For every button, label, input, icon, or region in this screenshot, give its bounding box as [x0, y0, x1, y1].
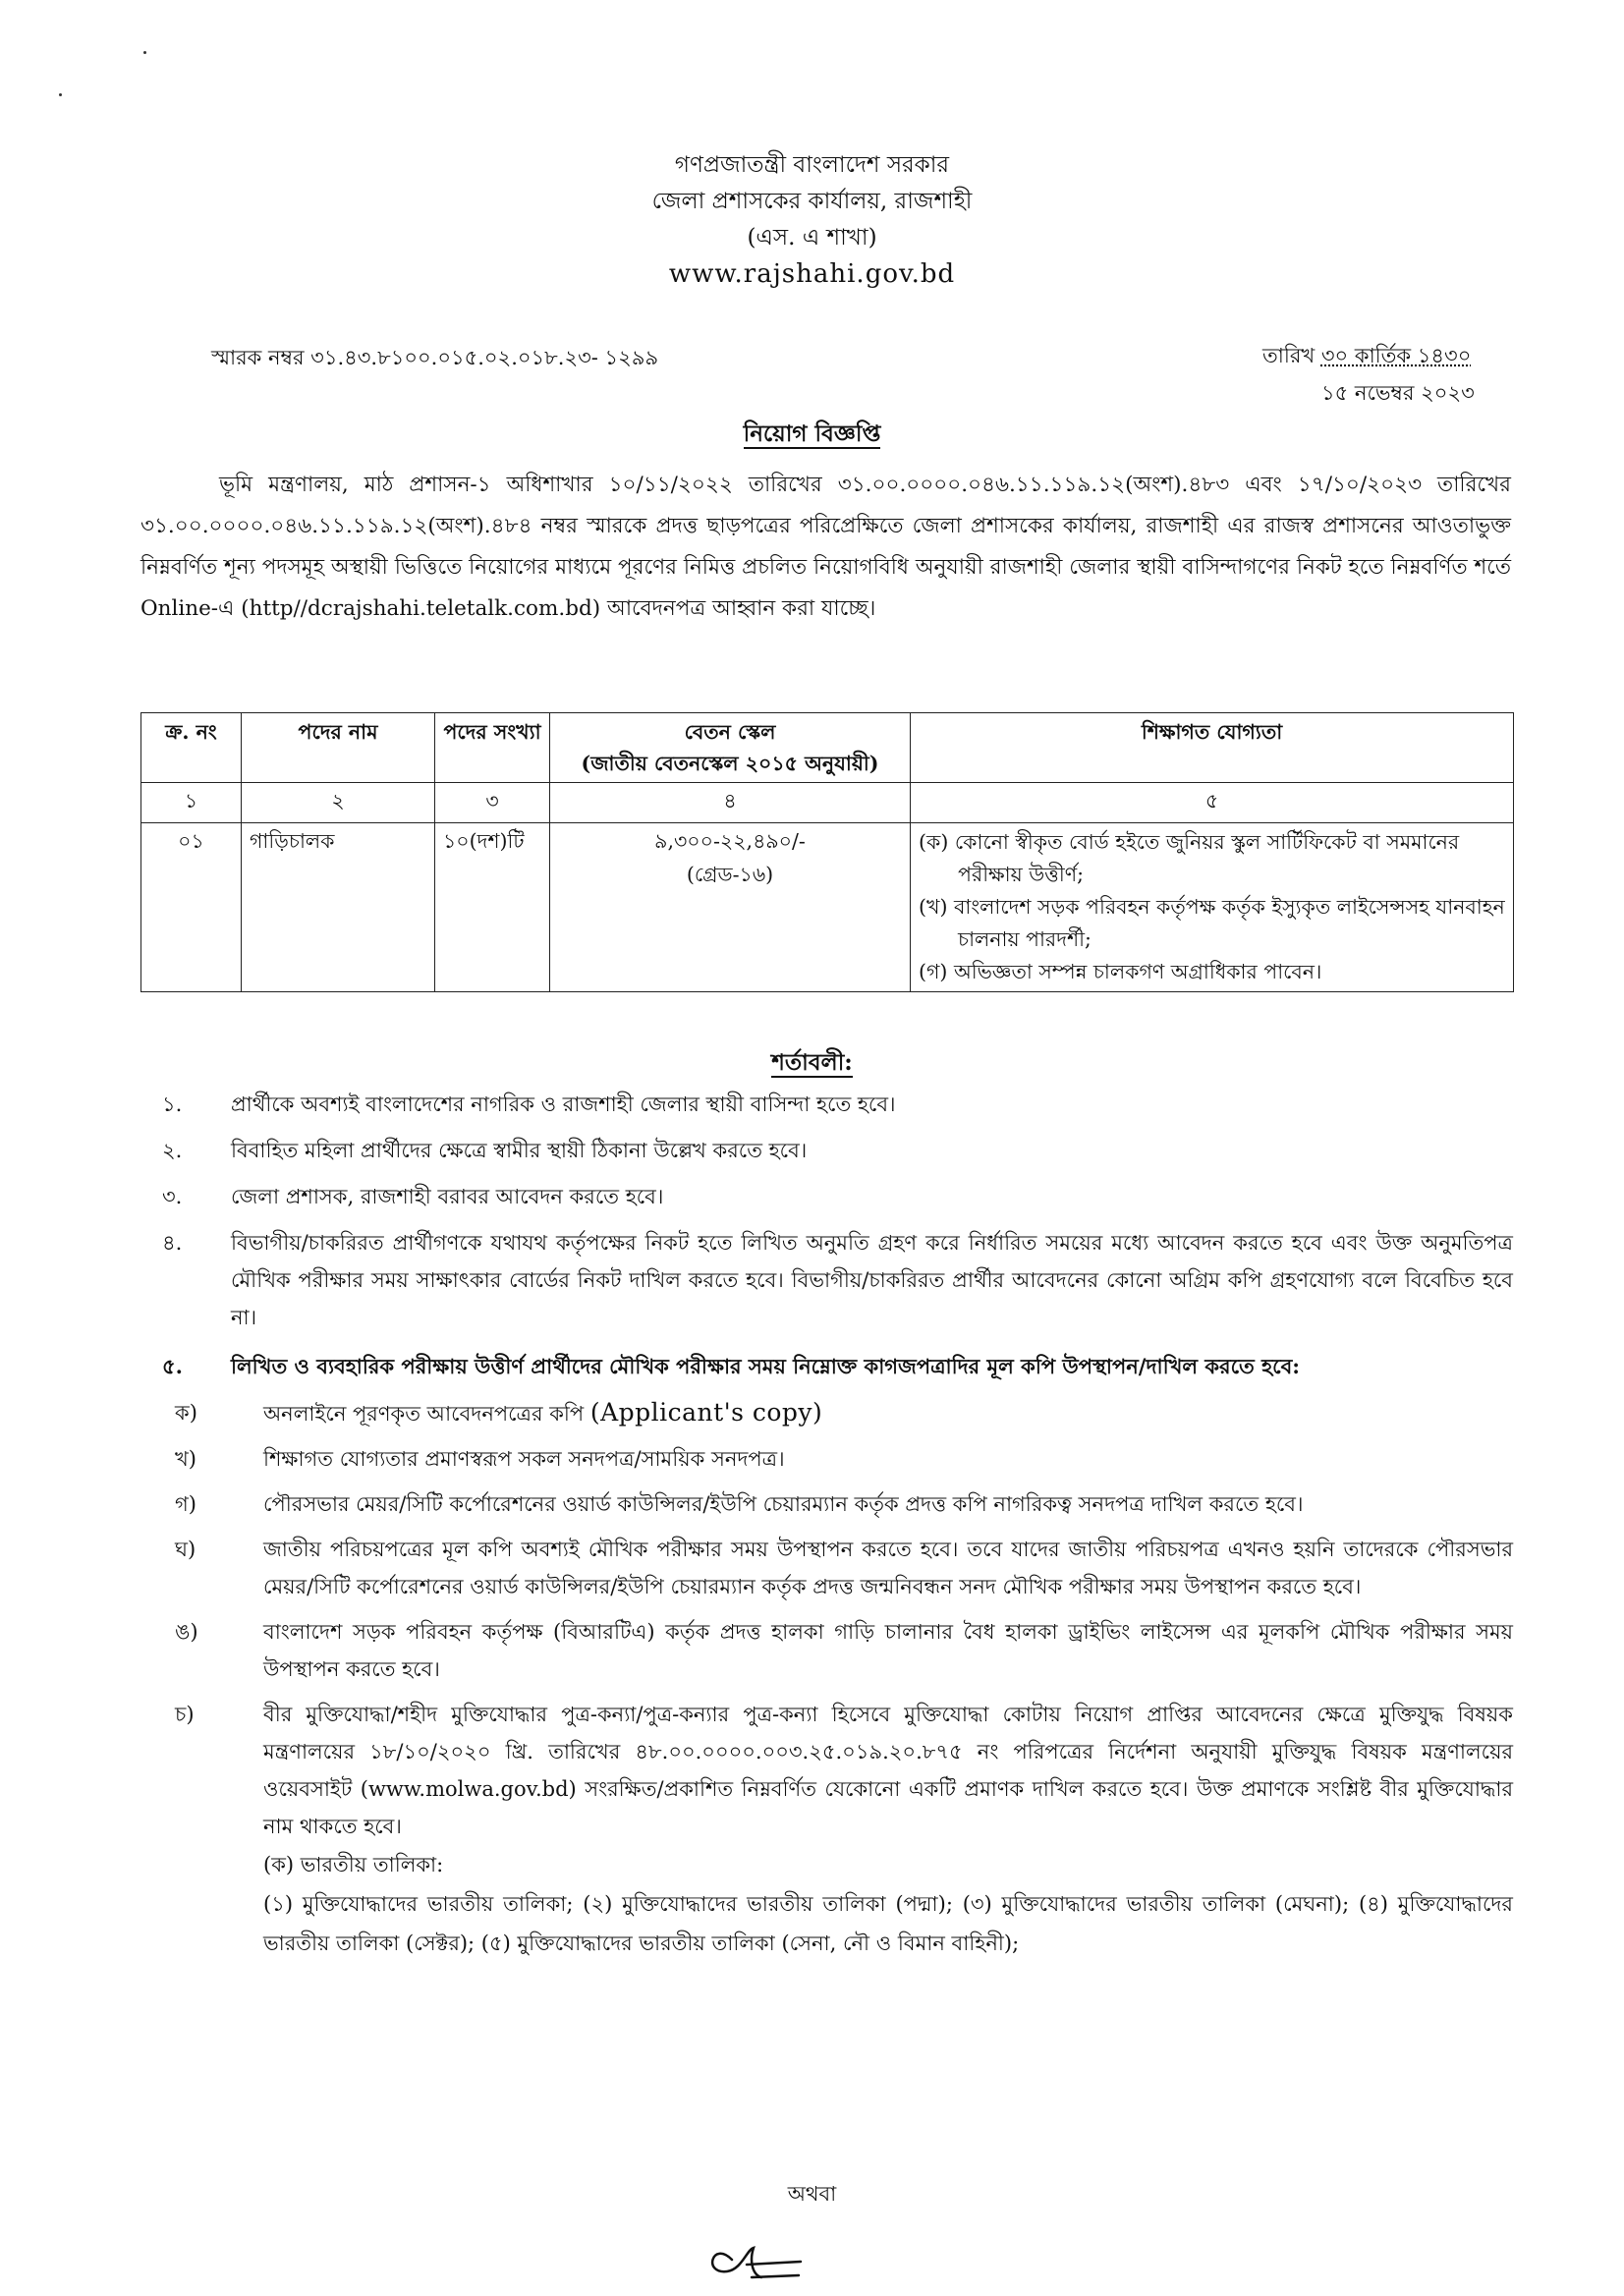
table-row [141, 823, 1514, 992]
col-number: ২ [242, 783, 435, 823]
indian-list-text: (১) মুক্তিযোদ্ধাদের ভারতীয় তালিকা; (২) মুক্তিযোদ্ধাদের ভারতীয় তালিকা (পদ্মা); (৩) মুক্তিযোদ্ধাদের ভারতীয় তালিকা (মেঘনা); (৪) মুক্তিযোদ্ধাদের ভারতীয় তালিকা (সেক্টর); (৫) মুক্তিযোদ্ধাদের ভারতীয় তালিকা (সেনা, নৌ ও বিমান বাহিনী); [263, 1892, 1513, 1955]
row-qualifications [911, 823, 1514, 992]
condition-item: ৩. জেলা প্রশাসক, রাজশাহী বরাবর আবেদন করতে হবে। [162, 1185, 664, 1208]
conditions-title: শর্তাবলী: [771, 1049, 853, 1076]
sub-item: ক) অনলাইনে পূরণকৃত আবেদনপত্রের কপি (Applicant's copy) [175, 1398, 823, 1427]
qualification-item: (খ) বাংলাদেশ সড়ক পরিবহন কর্তৃপক্ষ কর্তৃক ইস্যুকৃত লাইসেন্সসহ যানবাহন চালনায় পারদর্শী; [919, 895, 1505, 951]
row-scale: ৯,৩০০-২২,৪৯০/- (গ্রেড-১৬) [550, 823, 911, 992]
indian-list-title: (ক) ভারতীয় তালিকা: [263, 1853, 444, 1876]
scan-speck [59, 93, 62, 96]
row-post: গাড়িচালক [242, 823, 435, 992]
header-serial: ক্র. নং [141, 713, 242, 783]
or-label: অথবা [787, 2182, 837, 2206]
header-qualification: শিক্ষাগত যোগ্যতা [911, 713, 1514, 783]
government-name: গণপ্রজাতন্ত্রী বাংলাদেশ সরকার [674, 152, 950, 178]
qualification-item: (ক) কোনো স্বীকৃত বোর্ড হইতে জুনিয়র স্কুল সার্টিফিকেট বা সমমানের পরীক্ষায় উত্তীর্ণ; [919, 830, 1460, 886]
scan-speck [143, 51, 146, 54]
signature-mark [693, 2230, 811, 2289]
notice-title: নিয়োগ বিজ্ঞপ্তি [743, 420, 881, 447]
header-count: পদের সংখ্যা [435, 713, 550, 783]
posts-table [140, 712, 1514, 992]
sub-item: ঙ) বাংলাদেশ সড়ক পরিবহন কর্তৃপক্ষ (বিআরটিএ) কর্তৃক প্রদত্ত হালকা গাড়ি চালানার বৈধ হালকা ড্রাইভিং লাইসেন্স এর মূলকপি মৌখিক পরীক্ষার সময় উপস্থাপন করতে হবে। [175, 1620, 1513, 1681]
website-link[interactable]: www.rajshahi.gov.bd [668, 259, 956, 289]
date-block [1262, 337, 1475, 412]
letterhead [0, 147, 1624, 293]
sub-item: চ) বীর মুক্তিযোদ্ধা/শহীদ মুক্তিযোদ্ধার পুত্র-কন্যা/পুত্র-কন্যার পুত্র-কন্যা হিসেবে মুক্তিযোদ্ধা কোটায় নিয়োগ প্রাপ্তির আবেদনের ক্ষেত্রে মুক্তিযুদ্ধ বিষয়ক মন্ত্রণালয়ের ১৮/১০/২০২০ খ্রি. তারিখের ৪৮.০০.০০০০.০০৩.২৫.০১৯.২০.৮৭৫ নং পরিপত্রের নির্দেশনা অনুযায়ী মুক্তিযুদ্ধ বিষয়ক মন্ত্রণালয়ের ওয়েবসাইট (www.molwa.gov.bd) সংরক্ষিত/প্রকাশিত নিম্নবর্ণিত যেকোনো একটি প্রমাণক দাখিল করতে হবে। উক্ত প্রমাণকে সংশ্লিষ্ট বীর মুক্তিযোদ্ধার নাম থাকতে হবে। (ক) ভারতীয় তালিকা: (১) মুক্তিযোদ্ধাদের ভারতীয় তালিকা; (২) মুক্তিযোদ্ধাদের ভারতীয় তালিকা (পদ্মা); (৩) মুক্তিযোদ্ধাদের ভারতীয় তালিকা (মেঘনা); (৪) মুক্তিযোদ্ধাদের ভারতীয় তালিকা (সেক্টর); (৫) মুক্তিযোদ্ধাদের ভারতীয় তালিকা (সেনা, নৌ ও বিমান বাহিনী); [175, 1696, 1513, 1963]
memo-number: স্মারক নম্বর ৩১.৪৩.৮১০০.০১৫.০২.০১৮.২৩- ১২৯৯ [211, 346, 659, 369]
office-name: জেলা প্রশাসকের কার্যালয়, রাজশাহী [651, 189, 973, 214]
header-scale: বেতন স্কেল (জাতীয় বেতনস্কেল ২০১৫ অনুযায়ী) [550, 713, 911, 783]
condition-item: ২. বিবাহিত মহিলা প্রার্থীদের ক্ষেত্রে স্বামীর স্থায়ী ঠিকানা উল্লেখ করতে হবে। [162, 1139, 808, 1162]
sub-item: গ) পৌরসভার মেয়র/সিটি কর্পোরেশনের ওয়ার্ড কাউন্সিলর/ইউপি চেয়ারম্যান কর্তৃক প্রদত্ত কপি নাগরিকত্ব সনদপত্র দাখিল করতে হবে। [175, 1492, 1304, 1516]
col-number: ৩ [435, 783, 550, 823]
qualification-item: (গ) অভিজ্ঞতা সম্পন্ন চালকগণ অগ্রাধিকার পাবেন। [919, 960, 1322, 983]
date-bangla: ৩০ কার্তিক ১৪৩০ [1320, 344, 1472, 367]
section-name: (এস. এ শাখা) [747, 225, 877, 251]
intro-paragraph: ভূমি মন্ত্রণালয়, মাঠ প্রশাসন-১ অধিশাখার ১০/১১/২০২২ তারিখের ৩১.০০.০০০০.০৪৬.১১.১১৯.১২(অংশ).৪৮৩ এবং ১৭/১০/২০২৩ তারিখের ৩১.০০.০০০০.০৪৬.১১.১১৯.১২(অংশ).৪৮৪ নম্বর স্মারকে প্রদত্ত ছাড়পত্রের পরিপ্রেক্ষিতে জেলা প্রশাসকের কার্যালয়, রাজশাহী এর রাজস্ব প্রশাসনের আওতাভুক্ত নিম্নবর্ণিত শূন্য পদসমূহ অস্থায়ী ভিত্তিতে নিয়োগের মাধ্যমে পূরণের নিমিত্ত প্রচলিত নিয়োগবিধি অনুযায়ী রাজশাহী জেলার স্থায়ী বাসিন্দাগণের নিকট হতে নিম্নবর্ণিত শর্তে Online-এ (http//dcrajshahi.teletalk.com.bd) আবেদনপত্র আহ্বান করা যাচ্ছে। [140, 473, 1511, 621]
condition-item: ৪. বিভাগীয়/চাকরিরত প্রার্থীগণকে যথাযথ কর্তৃপক্ষের নিকট হতে লিখিত অনুমতি গ্রহণ করে নির্ধারিত সময়ের মধ্যে আবেদন করতে হবে এবং উক্ত অনুমতিপত্র মৌখিক পরীক্ষার সময় সাক্ষাৎকার বোর্ডের নিকট দাখিল করতে হবে। বিভাগীয়/চাকরিরত প্রার্থীর আবেদনের কোনো অগ্রিম কপি গ্রহণযোগ্য বলে বিবেচিত হবে না। [162, 1231, 1513, 1329]
sub-item: ঘ) জাতীয় পরিচয়পত্রের মূল কপি অবশ্যই মৌখিক পরীক্ষার সময় উপস্থাপন করতে হবে। তবে যাদের জাতীয় পরিচয়পত্র এখনও হয়নি তাদেরকে পৌরসভার মেয়র/সিটি কর্পোরেশনের ওয়ার্ড কাউন্সিলর/ইউপি চেয়ারম্যান কর্তৃক প্রদত্ত জন্মনিবন্ধন সনদ মৌখিক পরীক্ষার সময় উপস্থাপন করতে হবে। [175, 1538, 1513, 1598]
date-label: তারিখ [1262, 344, 1316, 367]
date-english: ১৫ নভেম্বর ২০২৩ [1321, 381, 1475, 405]
table-header-row [141, 713, 1514, 783]
col-number: ১ [141, 783, 242, 823]
col-number: ৫ [911, 783, 1514, 823]
header-post: পদের নাম [242, 713, 435, 783]
sub-item: খ) শিক্ষাগত যোগ্যতার প্রমাণস্বরূপ সকল সনদপত্র/সাময়িক সনদপত্র। [175, 1447, 785, 1471]
col-number: ৪ [550, 783, 911, 823]
condition-item: ৫. লিখিত ও ব্যবহারিক পরীক্ষায় উত্তীর্ণ প্রার্থীদের মৌখিক পরীক্ষার সময় নিম্নোক্ত কাগজপত্রাদির মূল কপি উপস্থাপন/দাখিল করতে হবে: [162, 1354, 1301, 1378]
row-serial: ০১ [141, 823, 242, 992]
row-count: ১০(দশ)টি [435, 823, 550, 992]
conditions-list [162, 1086, 1513, 1971]
condition-item: ১. প্রার্থীকে অবশ্যই বাংলাদেশের নাগরিক ও রাজশাহী জেলার স্থায়ী বাসিন্দা হতে হবে। [162, 1092, 896, 1116]
table-number-row [141, 783, 1514, 823]
